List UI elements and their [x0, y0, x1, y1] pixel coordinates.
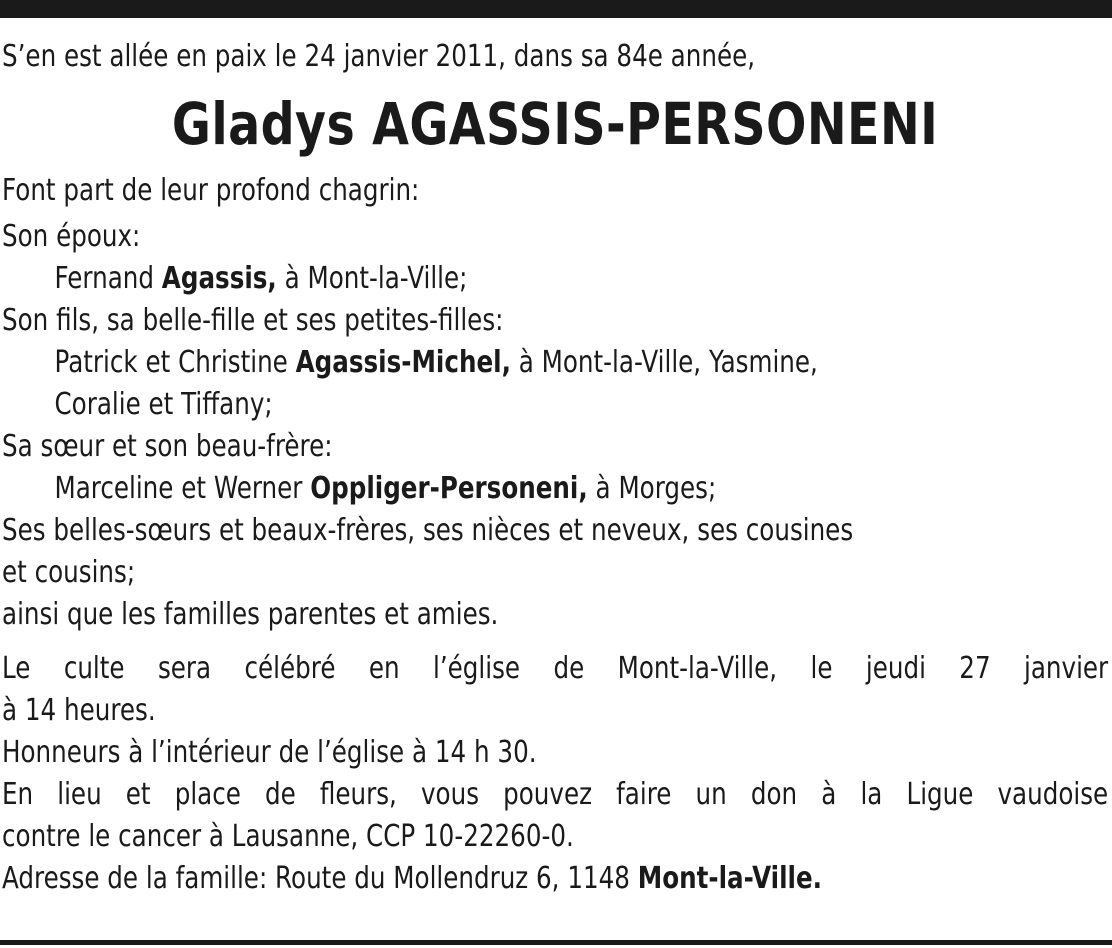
spouse-given-name: Fernand: [54, 261, 154, 296]
top-border-bar: [0, 0, 1112, 18]
deceased-name: Gladys AGASSIS-PERSONENI: [171, 90, 939, 158]
son-family-name: Agassis-Michel,: [295, 345, 511, 380]
sister-family-name: Oppliger-Personeni,: [310, 471, 588, 506]
son-entry: [2, 342, 1108, 384]
spouse-place: à Mont-la-Ville;: [284, 261, 468, 296]
donation-line-1: En lieu et place de fleurs, vous pouvez faire un don à la Ligue vaudoise: [2, 777, 1109, 812]
service-line-2: à 14 heures.: [2, 693, 156, 728]
honours-line: Honneurs à l’intérieur de l’église à 14 h 30.: [2, 735, 537, 770]
address-label: Adresse de la famille: Route du Mollendruz 6, 1148: [2, 861, 630, 896]
spouse-entry: [2, 258, 1108, 300]
spouse-heading: Son époux:: [2, 219, 141, 254]
extended-family-line-1: Ses belles-sœurs et beaux-frères, ses nièces et neveux, ses cousines: [2, 513, 854, 548]
sister-heading: Sa sœur et son beau-frère:: [2, 429, 333, 464]
son-given-names: Patrick et Christine: [54, 345, 288, 380]
donation-line-2: contre le cancer à Lausanne, CCP 10-22260-0.: [2, 819, 574, 854]
son-place: à Mont-la-Ville, Yasmine,: [518, 345, 818, 380]
service-line-1: Le culte sera célébré en l’église de Mont-la-Ville, le jeudi 27 janvier: [2, 651, 1109, 686]
bottom-border-rule: [0, 940, 1112, 945]
obituary-notice: [2, 36, 1109, 900]
sister-entry: [2, 468, 1108, 510]
spouse-family-name: Agassis,: [161, 261, 277, 296]
sister-place: à Morges;: [595, 471, 717, 506]
intro-line: S’en est allée en paix le 24 janvier 2011, dans sa 84e année,: [2, 39, 756, 74]
extended-family-line-3: ainsi que les familles parentes et amies.: [2, 597, 499, 632]
son-heading: Son fils, sa belle-fille et ses petites-filles:: [2, 303, 504, 338]
sister-given-names: Marceline et Werner: [54, 471, 303, 506]
extended-family-line-2: et cousins;: [2, 555, 136, 590]
address-town: Mont-la-Ville.: [637, 861, 823, 896]
opening-line: Font part de leur profond chagrin:: [2, 173, 420, 208]
son-entry-continuation: Coralie et Tiffany;: [54, 387, 273, 422]
family-address: [2, 858, 1108, 900]
